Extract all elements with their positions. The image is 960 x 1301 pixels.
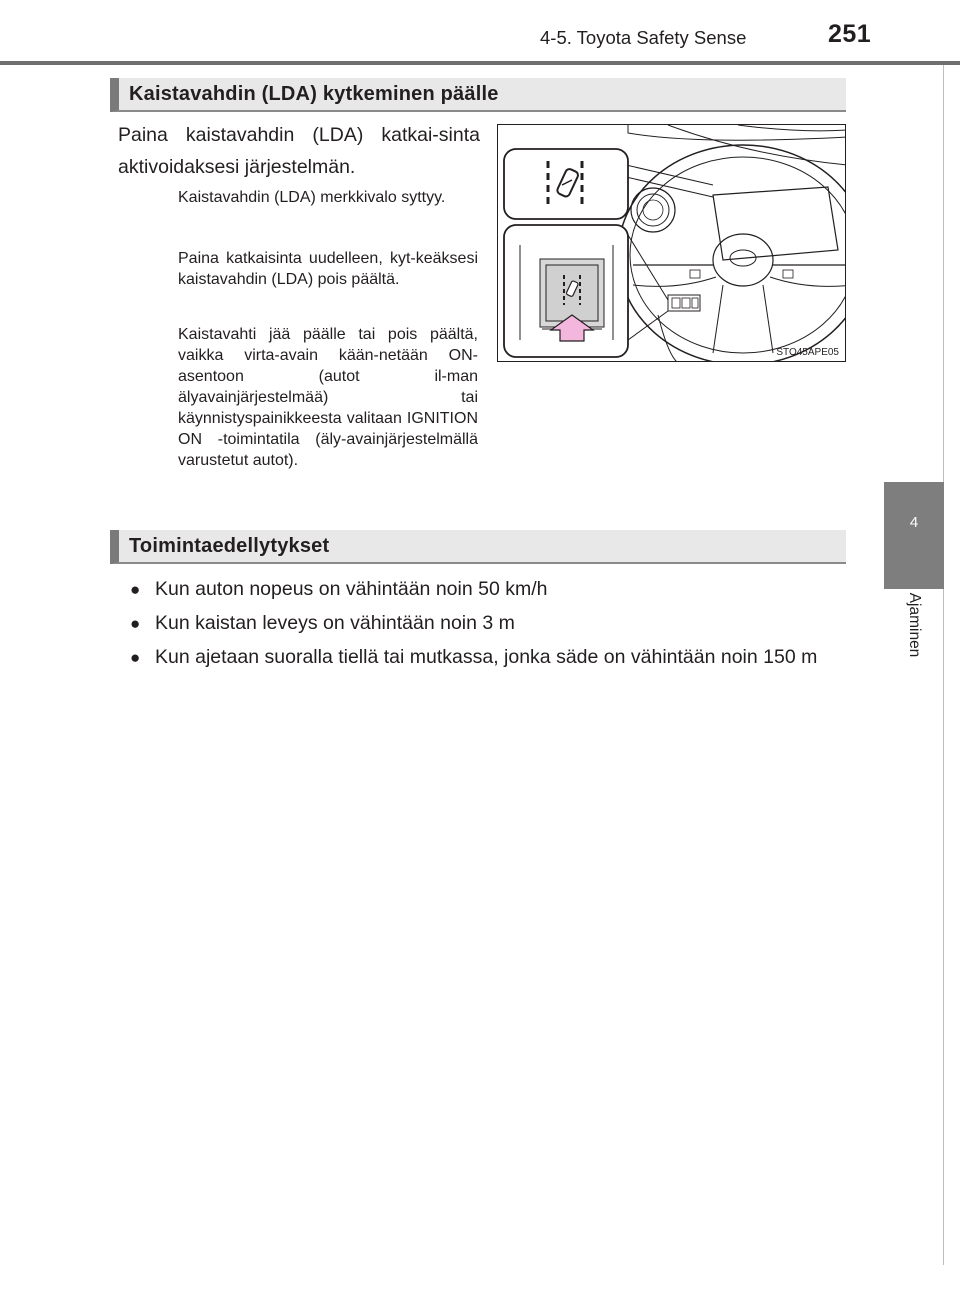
list-item-text: Kun ajetaan suoralla tiellä tai mutkassa, jonka säde on vähintään noin 150 m (155, 646, 818, 668)
list-item-text: Kun kaistan leveys on vähintään noin 3 m (155, 612, 515, 634)
list-item (130, 573, 842, 606)
section-heading-lda (110, 78, 846, 112)
header-rule (0, 61, 960, 65)
note-switch-off: Paina katkaisinta uudelleen, kyt-keäksesi kaistavahdin (LDA) pois päältä. (178, 250, 478, 288)
instruction-text: Paina kaistavahdin (LDA) katkai-sinta aktivoidaksesi järjestelmän. (118, 124, 480, 178)
section-heading-lda-text: Kaistavahdin (LDA) kytkeminen päälle (129, 83, 499, 105)
dashboard-illustration (497, 124, 846, 362)
bullet-dot: ● (130, 648, 141, 667)
bullet-dot: ● (130, 614, 141, 633)
bullet-dot: ● (130, 580, 141, 599)
chapter-label (894, 580, 934, 670)
chapter-number: 4 (909, 514, 919, 531)
header-section-title: 4-5. Toyota Safety Sense (540, 27, 747, 48)
figure-code: STO45APE05 (776, 347, 839, 358)
section-heading-conditions (110, 530, 846, 564)
section-heading-conditions-text: Toimintaedellytykset (129, 535, 330, 557)
side-divider (943, 65, 944, 1265)
conditions-list (130, 573, 842, 675)
chapter-label-text: Ajaminen (906, 592, 923, 658)
list-item (130, 607, 842, 640)
list-item-text: Kun auton nopeus on vähintään noin 50 km/h (155, 578, 548, 600)
page-number: 251 (828, 20, 872, 48)
chapter-tab (884, 482, 944, 589)
steering-wheel-illustration (498, 125, 846, 362)
note-indicator: Kaistavahdin (LDA) merkkivalo syttyy. (178, 189, 446, 206)
note-ignition: Kaistavahti jää päälle tai pois päältä, vaikka virta-avain kään-netään ON-asentoon (autot il-man älyavainjärjestelmää) tai käynnistyspainikkeesta valitaan IGNITION ON -toimintatila (äly-avainjärjestelmällä varustetut autot). (178, 326, 478, 469)
list-item (130, 641, 842, 674)
